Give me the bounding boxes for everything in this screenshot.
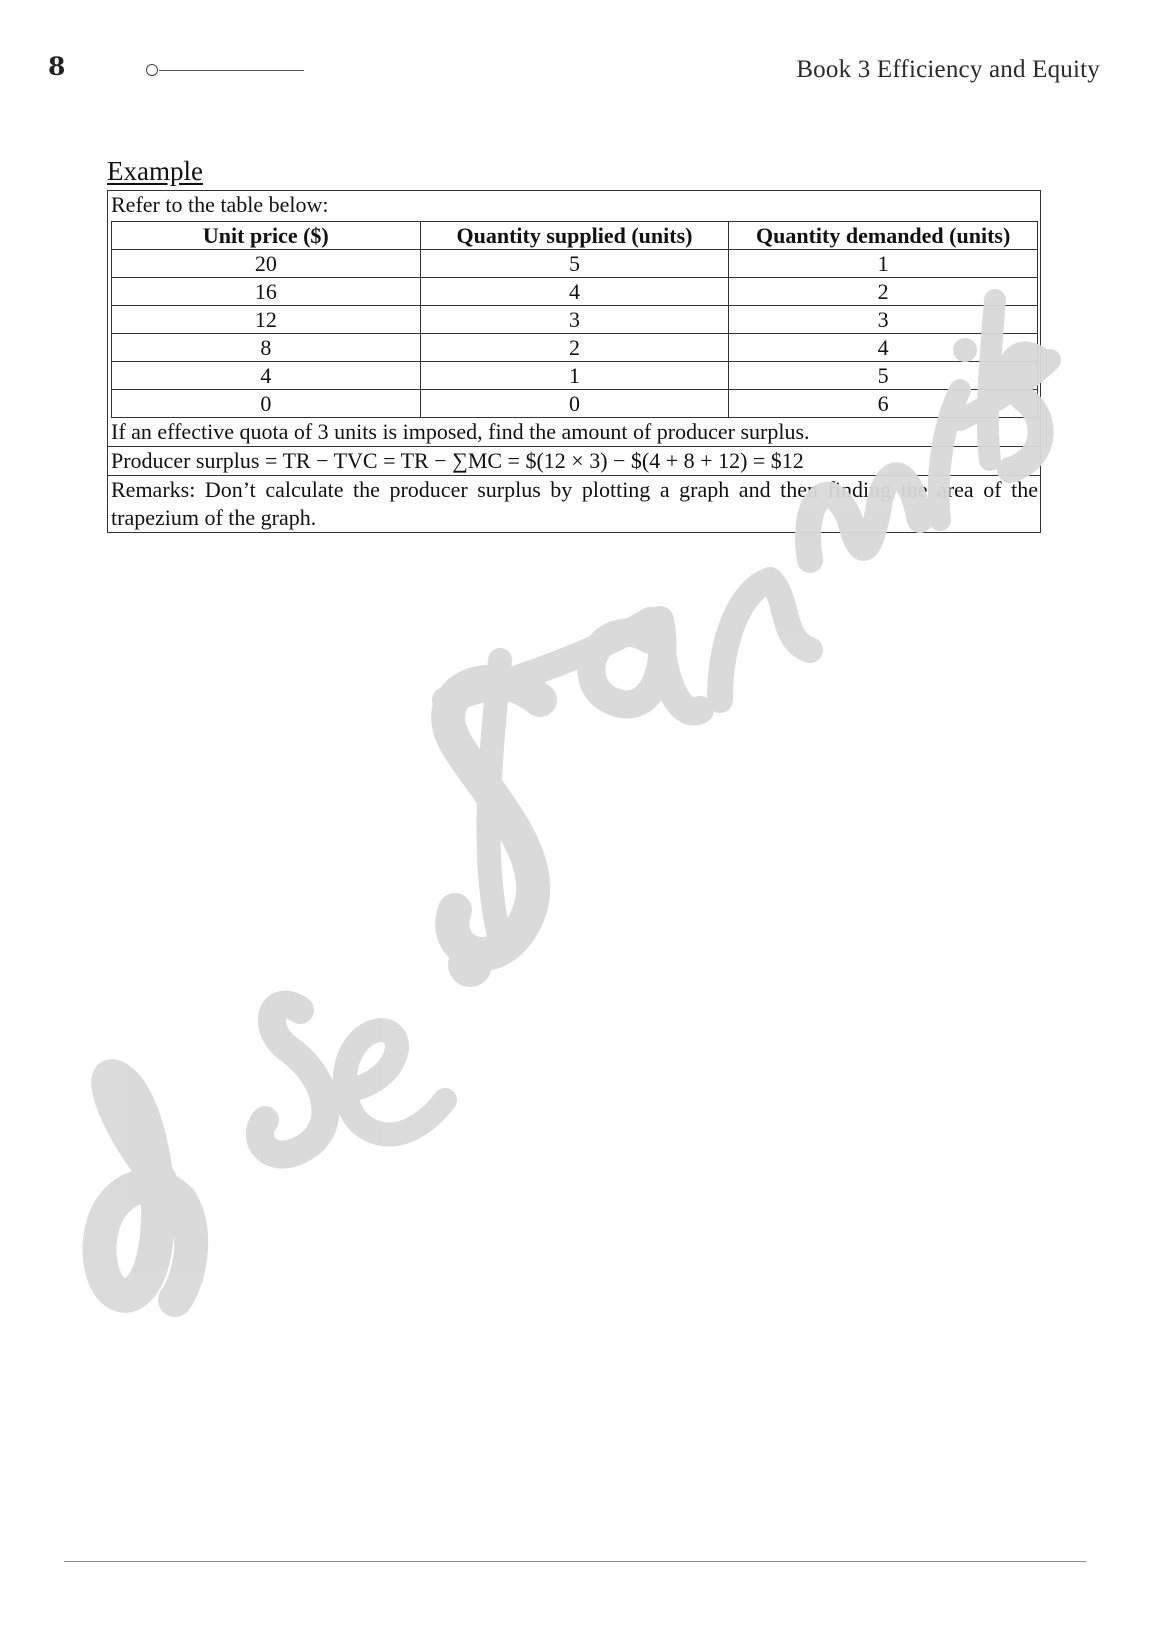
example-answer: Producer surplus = TR − TVC = TR − ∑MC = $(12 × 3) − $(4 + 8 + 12) = $12 (108, 446, 1040, 475)
table-cell: 0 (420, 390, 729, 418)
column-header: Quantity demanded (units) (729, 222, 1038, 250)
column-header: Quantity supplied (units) (420, 222, 729, 250)
example-box (107, 190, 1041, 533)
table-cell: 2 (420, 334, 729, 362)
table-cell: 4 (729, 334, 1038, 362)
supply-demand-table (111, 221, 1038, 418)
example-remarks: Remarks: Don’t calculate the producer surplus by plotting a graph and then finding the area of the trapezium of the graph. (108, 475, 1040, 532)
table-cell: 16 (112, 278, 421, 306)
header-circle-icon (146, 64, 158, 76)
table-row (112, 306, 1038, 334)
table-row (112, 362, 1038, 390)
table-cell: 1 (729, 250, 1038, 278)
example-question: If an effective quota of 3 units is imposed, find the amount of producer surplus. (111, 419, 810, 444)
table-row (112, 390, 1038, 418)
table-cell: 2 (729, 278, 1038, 306)
table-cell: 3 (729, 306, 1038, 334)
example-heading: Example (107, 156, 203, 186)
table-cell: 5 (729, 362, 1038, 390)
table-cell: 20 (112, 250, 421, 278)
book-title: Book 3 Efficiency and Equity (796, 56, 1100, 83)
table-cell: 1 (420, 362, 729, 390)
table-cell: 6 (729, 390, 1038, 418)
column-header: Unit price ($) (112, 222, 421, 250)
table-row (112, 250, 1038, 278)
table-cell: 5 (420, 250, 729, 278)
table-row (112, 278, 1038, 306)
table-cell: 3 (420, 306, 729, 334)
table-cell: 4 (420, 278, 729, 306)
table-cell: 8 (112, 334, 421, 362)
example-intro: Refer to the table below: (111, 192, 329, 217)
table-row (112, 334, 1038, 362)
table-header-row (112, 222, 1038, 250)
table-cell: 12 (112, 306, 421, 334)
header-decoration (146, 64, 304, 78)
table-cell: 0 (112, 390, 421, 418)
header-line (159, 70, 304, 71)
table-cell: 4 (112, 362, 421, 390)
footer-rule (64, 1561, 1086, 1562)
page-number: 8 (48, 52, 66, 81)
